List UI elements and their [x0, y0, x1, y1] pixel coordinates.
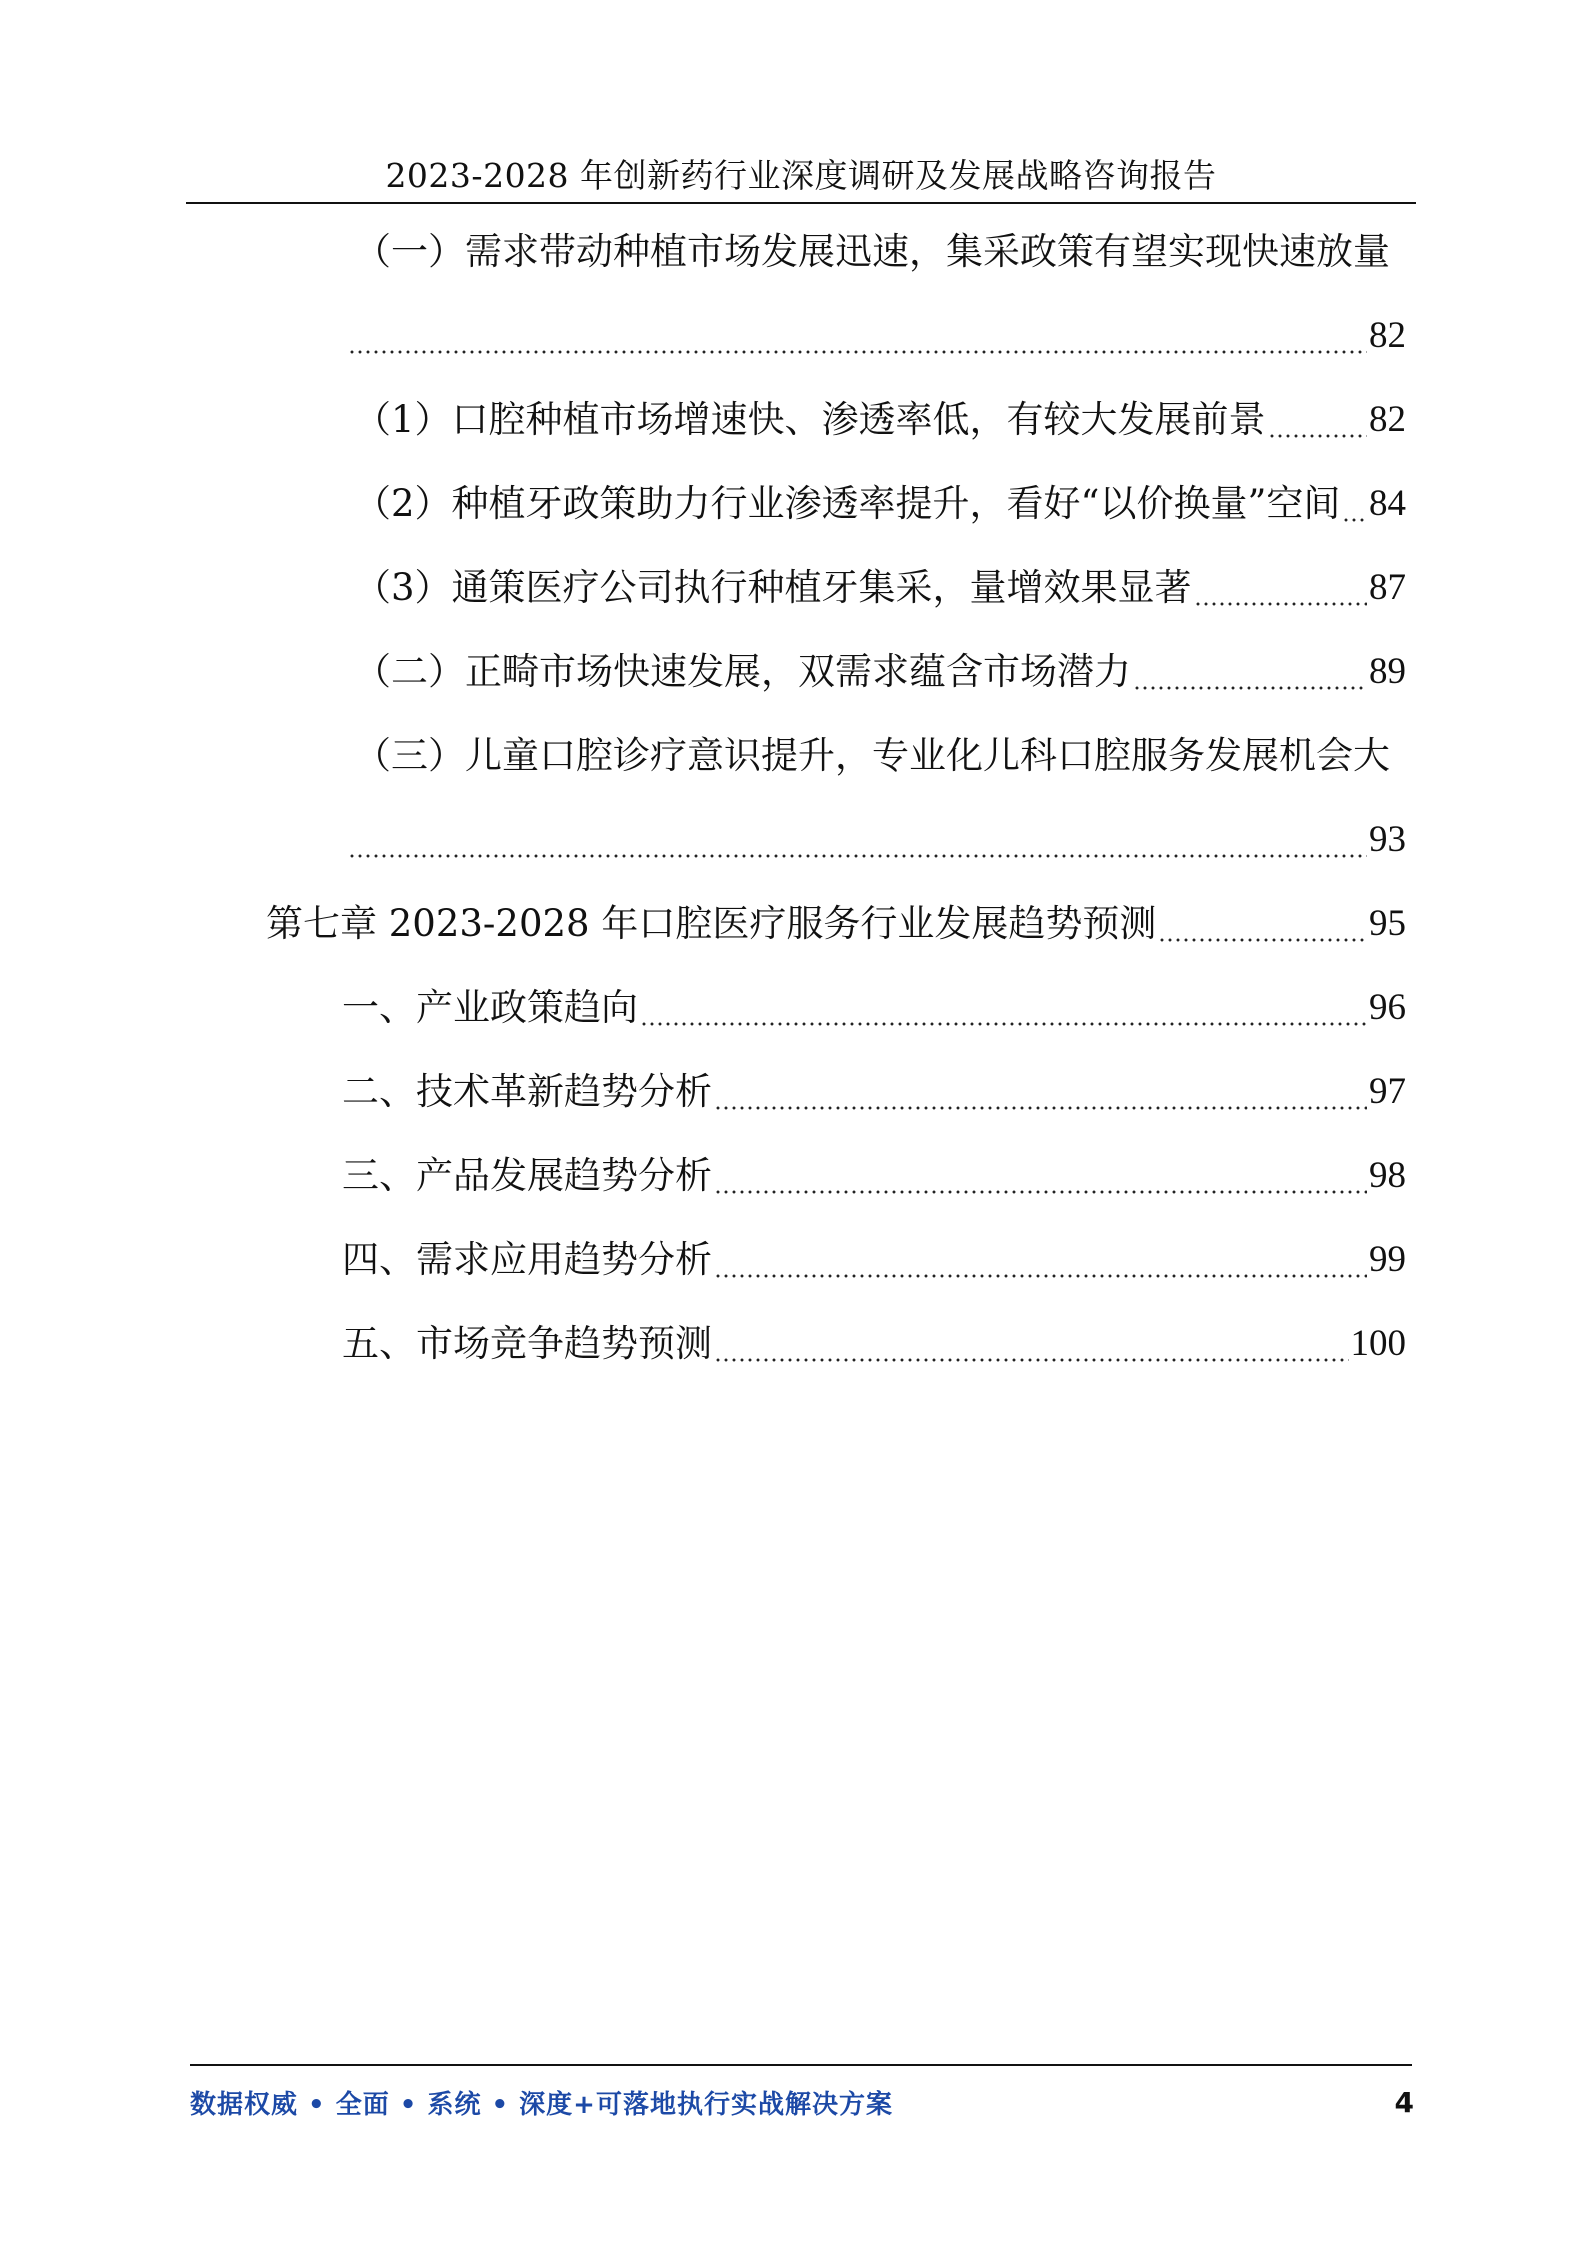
toc-entry-title: （1）口腔种植市场增速快、渗透率低，有较大发展前景	[354, 398, 1266, 441]
toc-entry-title: 第七章 2023-2028 年口腔医疗服务行业发展趋势预测	[266, 902, 1157, 945]
dot-leader	[348, 816, 1367, 864]
toc-entry-title: 四、需求应用趋势分析	[342, 1238, 712, 1281]
dot-leader	[1133, 648, 1367, 696]
toc-entry-page: 95	[1369, 903, 1406, 944]
dot-leader	[1342, 480, 1367, 528]
toc-entry-title[interactable]: （三）儿童口腔诊疗意识提升，专业化儿科口腔服务发展机会大	[354, 734, 1390, 777]
toc-entry-title: （2）种植牙政策助力行业渗透率提升，看好“以价换量”空间	[354, 482, 1341, 525]
dot-leader	[1158, 900, 1367, 948]
toc-entry[interactable]	[342, 1320, 1406, 1368]
toc-entry-title: 五、市场竞争趋势预测	[342, 1322, 712, 1365]
dot-leader	[714, 1236, 1367, 1284]
toc-entry-title: 二、技术革新趋势分析	[342, 1070, 712, 1113]
toc-entry-title: （二）正畸市场快速发展，双需求蕴含市场潜力	[354, 650, 1131, 693]
dot-leader	[1194, 564, 1367, 612]
toc-entry[interactable]	[342, 1068, 1406, 1116]
toc-entry[interactable]	[354, 480, 1406, 528]
toc-entry[interactable]	[354, 648, 1406, 696]
footer-slogan: 数据权威 • 全面 • 系统 • 深度+可落地执行实战解决方案	[190, 2090, 893, 2120]
toc-entry-page: 82	[1369, 315, 1406, 356]
toc-entry-page: 100	[1350, 1323, 1406, 1364]
toc-entry-page: 98	[1369, 1155, 1406, 1196]
toc-entry-page: 93	[1369, 819, 1406, 860]
toc-entry-leader-line[interactable]	[346, 312, 1406, 360]
toc-entry-page: 96	[1369, 987, 1406, 1028]
dot-leader	[714, 1320, 1349, 1368]
dot-leader	[1268, 396, 1367, 444]
header-divider	[186, 202, 1416, 204]
dot-leader	[640, 984, 1367, 1032]
toc-entry-page: 84	[1369, 483, 1406, 524]
toc-entry-title: 三、产品发展趋势分析	[342, 1154, 712, 1197]
toc-entry[interactable]	[342, 1152, 1406, 1200]
toc-entry[interactable]	[342, 1236, 1406, 1284]
page-number: 4	[1394, 2086, 1414, 2119]
dot-leader	[714, 1152, 1367, 1200]
dot-leader	[714, 1068, 1367, 1116]
document-header-title: 2023-2028 年创新药行业深度调研及发展战略咨询报告	[385, 156, 1217, 195]
toc-entry-page: 87	[1369, 567, 1406, 608]
toc-entry-title[interactable]: （一）需求带动种植市场发展迅速，集采政策有望实现快速放量	[354, 230, 1390, 273]
dot-leader	[348, 312, 1367, 360]
toc-entry-leader-line[interactable]	[346, 816, 1406, 864]
toc-entry-title: （3）通策医疗公司执行种植牙集采，量增效果显著	[354, 566, 1192, 609]
toc-entry-page: 89	[1369, 651, 1406, 692]
toc-entry-page: 99	[1369, 1239, 1406, 1280]
toc-entry[interactable]	[354, 396, 1406, 444]
footer-divider	[190, 2064, 1412, 2066]
toc-chapter-entry[interactable]	[266, 900, 1406, 948]
toc-entry-page: 97	[1369, 1071, 1406, 1112]
toc-entry[interactable]	[342, 984, 1406, 1032]
toc-entry-title: 一、产业政策趋向	[342, 986, 638, 1029]
toc-entry-page: 82	[1369, 399, 1406, 440]
toc-entry[interactable]	[354, 564, 1406, 612]
